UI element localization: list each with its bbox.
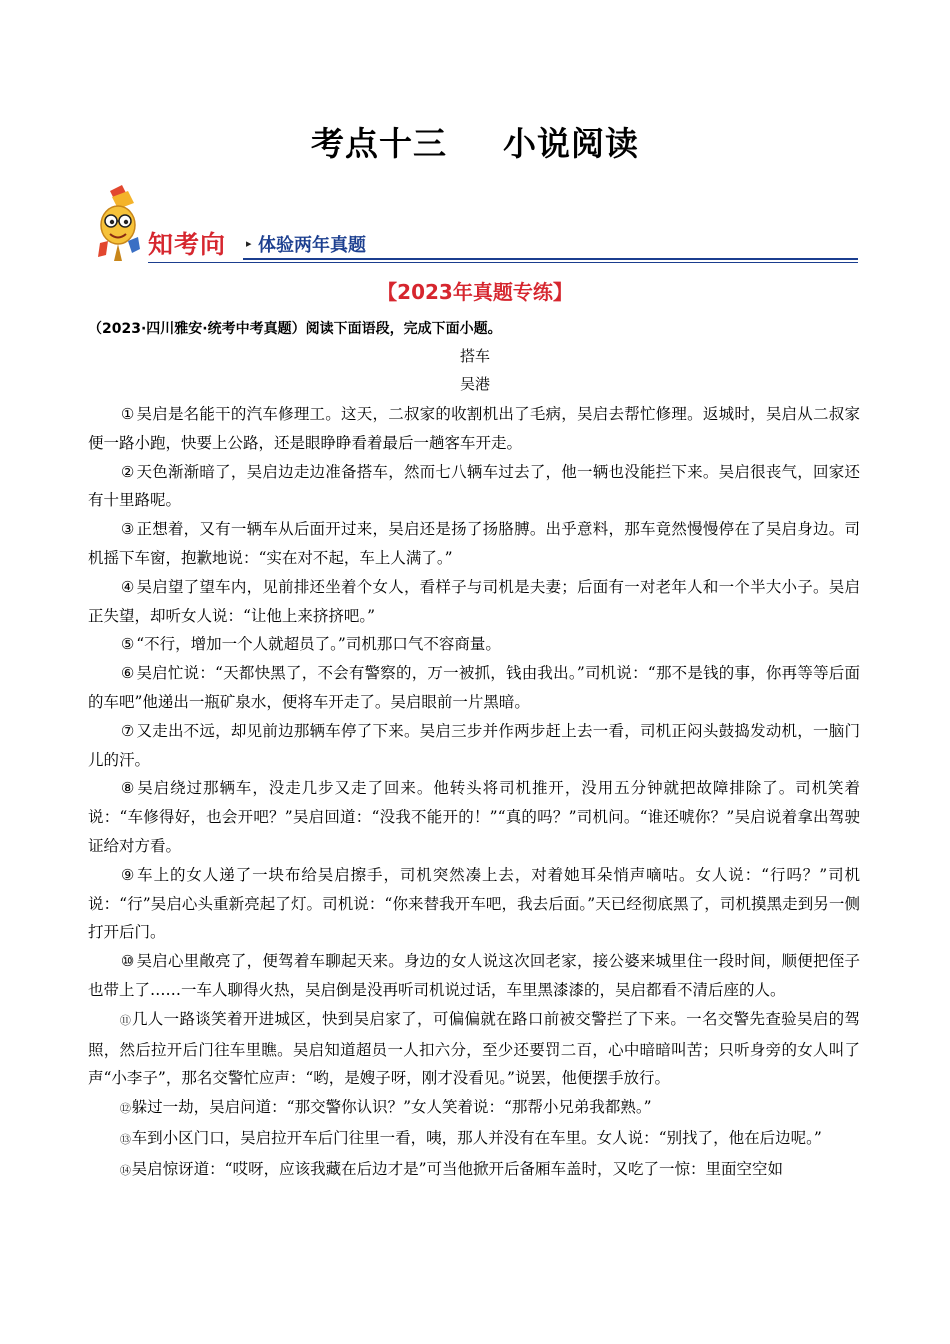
banner-underline-thin [148, 262, 858, 263]
paragraph-text: 正想着，又有一辆车从后面开过来，吴启还是扬了扬胳膊。出乎意料，那车竟然慢慢停在了吴启身边。司机摇下车窗，抱歉地说：“实在对不起，车上人满了。” [88, 520, 860, 567]
paragraph-number: ⑦ [120, 721, 135, 740]
paragraph-text: 吴启惊讶道：“哎呀，应该我藏在后边才是”可当他掀开后备厢车盖时，又吃了一惊：里面空空如 [131, 1159, 783, 1178]
story-body [88, 400, 860, 1186]
paragraph-text: 车上的女人递了一块布给吴启擦手，司机突然凑上去，对着她耳朵悄声嘀咕。女人说：“行吗？”司机说：“行”吴启心头重新亮起了灯。司机说：“你来替我开车吧，我去后面。”天已经彻底黑了，司机摸黑走到另一侧打开后门。 [88, 865, 860, 942]
paragraph-number: ⑩ [120, 952, 135, 971]
paragraph-number: ⑫ [119, 1102, 131, 1116]
paragraph [88, 1155, 860, 1186]
section-banner [88, 183, 858, 263]
story-title: 搭车 [459, 347, 490, 365]
paragraph-text: 吴启是名能干的汽车修理工。这天，二叔家的收割机出了毛病，吴启去帮忙修理。返城时，吴启从二叔家便一路小跑，快要上公路，还是眼睁睁看着最后一趟客车开走。 [88, 405, 860, 452]
paragraph-text: 天色渐渐暗了，吴启边走边准备搭车，然而七八辆车过去了，他一辆也没能拦下来。吴启很丧气，回家还有十里路呢。 [88, 462, 860, 510]
banner-underline [243, 258, 858, 260]
paragraph-number: ⑥ [120, 664, 135, 683]
paragraph [88, 717, 860, 775]
question-source: （2023·四川雅安·统考中考真题）阅读下面语段，完成下面小题。 [88, 321, 502, 337]
paragraph-number: ④ [120, 577, 135, 596]
paragraph-number: ⑧ [120, 779, 135, 798]
paragraph [88, 630, 860, 659]
story-author: 吴港 [459, 375, 490, 393]
banner-main-label: 知考向 [148, 230, 227, 259]
paragraph-text: 吴启绕过那辆车，没走几步又走了回来。他转头将司机推开，没用五分钟就把故障排除了。司机笑着说：“车修得好，也会开吧？”吴启回道：“没我不能开的！”“真的吗？”司机问。“谁还唬你？”吴启说着拿出驾驶证给对方看。 [88, 779, 860, 855]
paragraph-text: 车到小区门口，吴启拉开车后门往里一看，咦，那人并没有在车里。女人说：“别找了，他在后边呢。” [131, 1128, 822, 1147]
paragraph [88, 1093, 860, 1124]
paragraph [88, 1124, 860, 1155]
paragraph-text: 吴启心里敞亮了，便驾着车聊起天来。身边的女人说这次回老家，接公婆来城里住一段时间，顺便把侄子也带上了……一车人聊得火热，吴启倒是没再听司机说过话，车里黑漆漆的，吴启都看不清后座的人。 [88, 952, 860, 999]
page-title-subject: 小说阅读 [503, 124, 639, 163]
paragraph-number: ⑪ [119, 1013, 131, 1027]
pencil-mascot-icon [88, 183, 148, 263]
paragraph [88, 861, 860, 947]
page-title-topic: 考点十三 [311, 124, 447, 163]
paragraph-text: 吴启忙说：“天都快黑了，不会有警察的，万一被抓，钱由我出。”司机说：“那不是钱的事，你再等等后面的车吧”他递出一瓶矿泉水，便将车开走了。吴启眼前一片黑暗。 [88, 664, 860, 711]
paragraph-text: 吴启望了望车内，见前排还坐着个女人，看样子与司机是夫妻；后面有一对老年人和一个半大小子。吴启正失望，却听女人说：“让他上来挤挤吧。” [88, 577, 860, 625]
paragraph [88, 947, 860, 1005]
paragraph [88, 659, 860, 717]
paragraph [88, 515, 860, 573]
paragraph-number: ⑤ [120, 635, 135, 654]
paragraph [88, 1005, 860, 1093]
paragraph-text: “不行，增加一个人就超员了。”司机那口气不容商量。 [136, 635, 501, 654]
paragraph [88, 458, 860, 516]
paragraph [88, 573, 860, 631]
paragraph-text: 躲过一劫，吴启问道：“那交警你认识？”女人笑着说：“那帮小兄弟我都熟。” [131, 1098, 652, 1117]
banner-sub-label: 体验两年真题 [258, 235, 366, 256]
page-title [0, 118, 950, 165]
paragraph-text: 又走出不远，却见前边那辆车停了下来。吴启三步并作两步赶上去一看，司机正闷头鼓捣发动机，一脑门儿的汗。 [88, 721, 860, 769]
paragraph-number: ③ [120, 520, 135, 539]
paragraph-number: ② [120, 462, 135, 481]
paragraph-number: ⑭ [119, 1163, 131, 1177]
paragraph-number: ① [120, 405, 135, 423]
section-heading: 【2023年真题专练】 [377, 280, 573, 304]
triangle-right-icon: ▸ [246, 237, 252, 250]
paragraph-number: ⑨ [120, 865, 135, 884]
paragraph-number: ⑬ [119, 1132, 131, 1146]
paragraph [88, 400, 860, 458]
paragraph [88, 774, 860, 860]
paragraph-text: 几人一路谈笑着开进城区，快到吴启家了，可偏偏就在路口前被交警拦了下来。一名交警先查验吴启的驾照，然后拉开后门往车里瞧。吴启知道超员一人扣六分，至少还要罚二百，心中暗暗叫苦；只听身旁的女人叫了声“小李子”，那名交警忙应声：“哟，是嫂子呀，刚才没看见。”说罢，他便摆手放行。 [88, 1009, 860, 1088]
